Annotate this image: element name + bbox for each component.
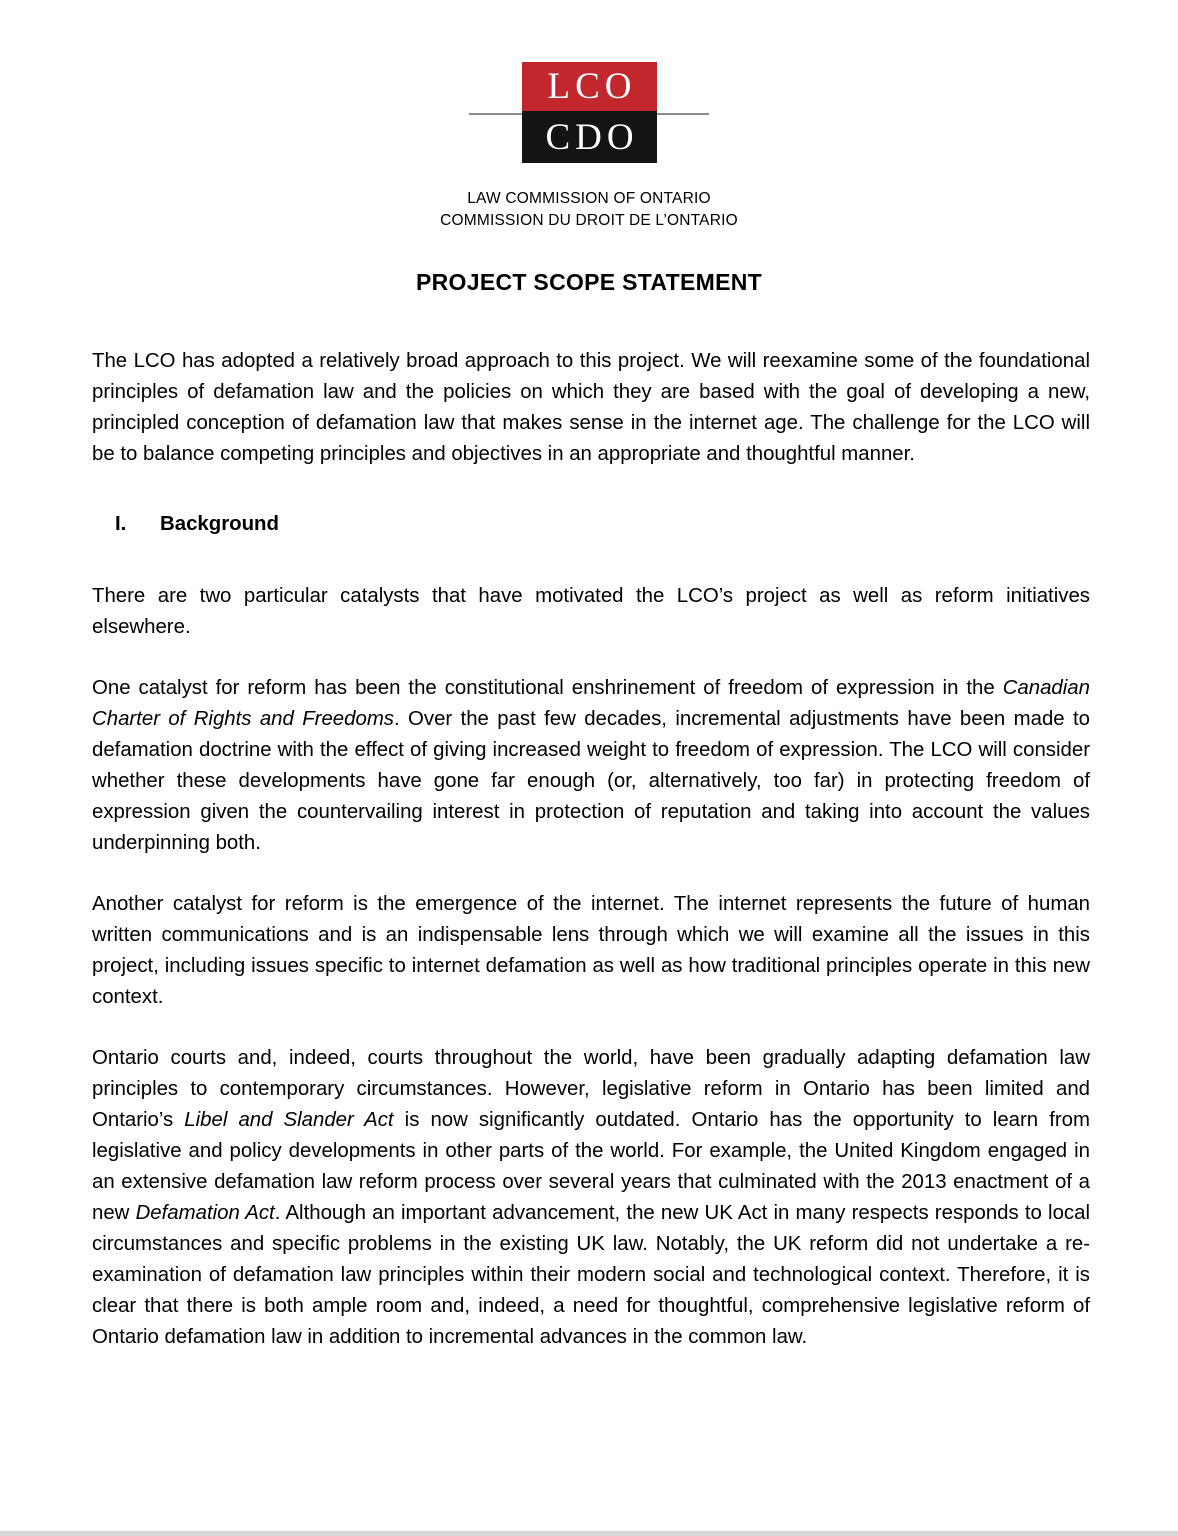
logo-lco-red-box: LCO [522,62,657,111]
logo-stack [522,62,657,163]
paragraph-catalysts-intro: There are two particular catalysts that have motivated the LCO’s project as well as reform initiatives elsewhere. [92,584,1090,638]
lco-cdo-logo [469,62,709,162]
paragraph-text-segment: . Although an important advancement, the new UK Act in many respects responds to local circumstances and specific problems in the existing UK law. Notably, the UK reform did not undertake a re-examination of defamation law principles within their modern social and technological context. Therefore, it is clear that there is both ample room and, indeed, a need for thoughtful, comprehensive legislative reform of Ontario defamation law in addition to incremental advances in the common law. [92,1201,1090,1348]
paragraph-text-segment: One catalyst for reform has been the constitutional enshrinement of freedom of expression in the [92,676,1003,699]
organization-name-french: COMMISSION DU DROIT DE L’ONTARIO [440,212,738,230]
page-title: PROJECT SCOPE STATEMENT [416,268,762,295]
citation-defamation-act: Defamation Act [135,1201,275,1224]
section-heading-background [92,510,1090,539]
paragraph-text-segment: Ontario courts and, indeed, courts throughout the world, have been gradually adapting defamation law principles to contemporary circumstances. However, legislative reform in Ontario has been limited and Ontario’s [92,1046,1090,1131]
intro-paragraph: The LCO has adopted a relatively broad approach to this project. We will reexamine some of the foundational principles of defamation law and the policies on which they are based with the goal of developing a new, principled conception of defamation law that makes sense in the internet age. The challenge for the LCO will be to balance competing principles and objectives in an appropriate and thoughtful manner. [92,349,1090,465]
paragraph-text-segment: is now significantly outdated. Ontario has the opportunity to learn from legislative and policy developments in other parts of the world. For example, the United Kingdom engaged in an extensive defamation law reform process over several years that culminated with the 2013 enactment of a new [92,1108,1090,1224]
paragraph-text-segment: . Over the past few decades, incremental adjustments have been made to defamation doctrine with the effect of giving increased weight to freedom of expression. The LCO will consider whether these developments have gone far enough (or, alternatively, too far) in protecting freedom of expression given the countervailing interest in protection of reputation and taking into account the values underpinning both. [92,707,1090,854]
section-number: I. [115,513,127,535]
organization-names [0,188,1178,233]
citation-libel-and-slander-act: Libel and Slander Act [184,1108,394,1131]
organization-name-english: LAW COMMISSION OF ONTARIO [467,190,711,207]
logo-cdo-black-box: CDO [522,111,657,163]
paragraph-ontario-courts [92,1043,1090,1353]
citation-canadian-charter: Canadian Charter of Rights and Freedoms [92,676,1090,730]
section-label: Background [160,513,279,535]
document-body [0,296,1178,1353]
paragraph-internet-catalyst: Another catalyst for reform is the emergence of the internet. The internet represents the future of human written communications and is an indispensable lens through which we will examine all the issues in this project, including issues specific to internet defamation as well as how traditional principles operate in this new context. [92,892,1090,1008]
paragraph-charter-catalyst [92,673,1090,859]
logo-block [0,0,1178,166]
